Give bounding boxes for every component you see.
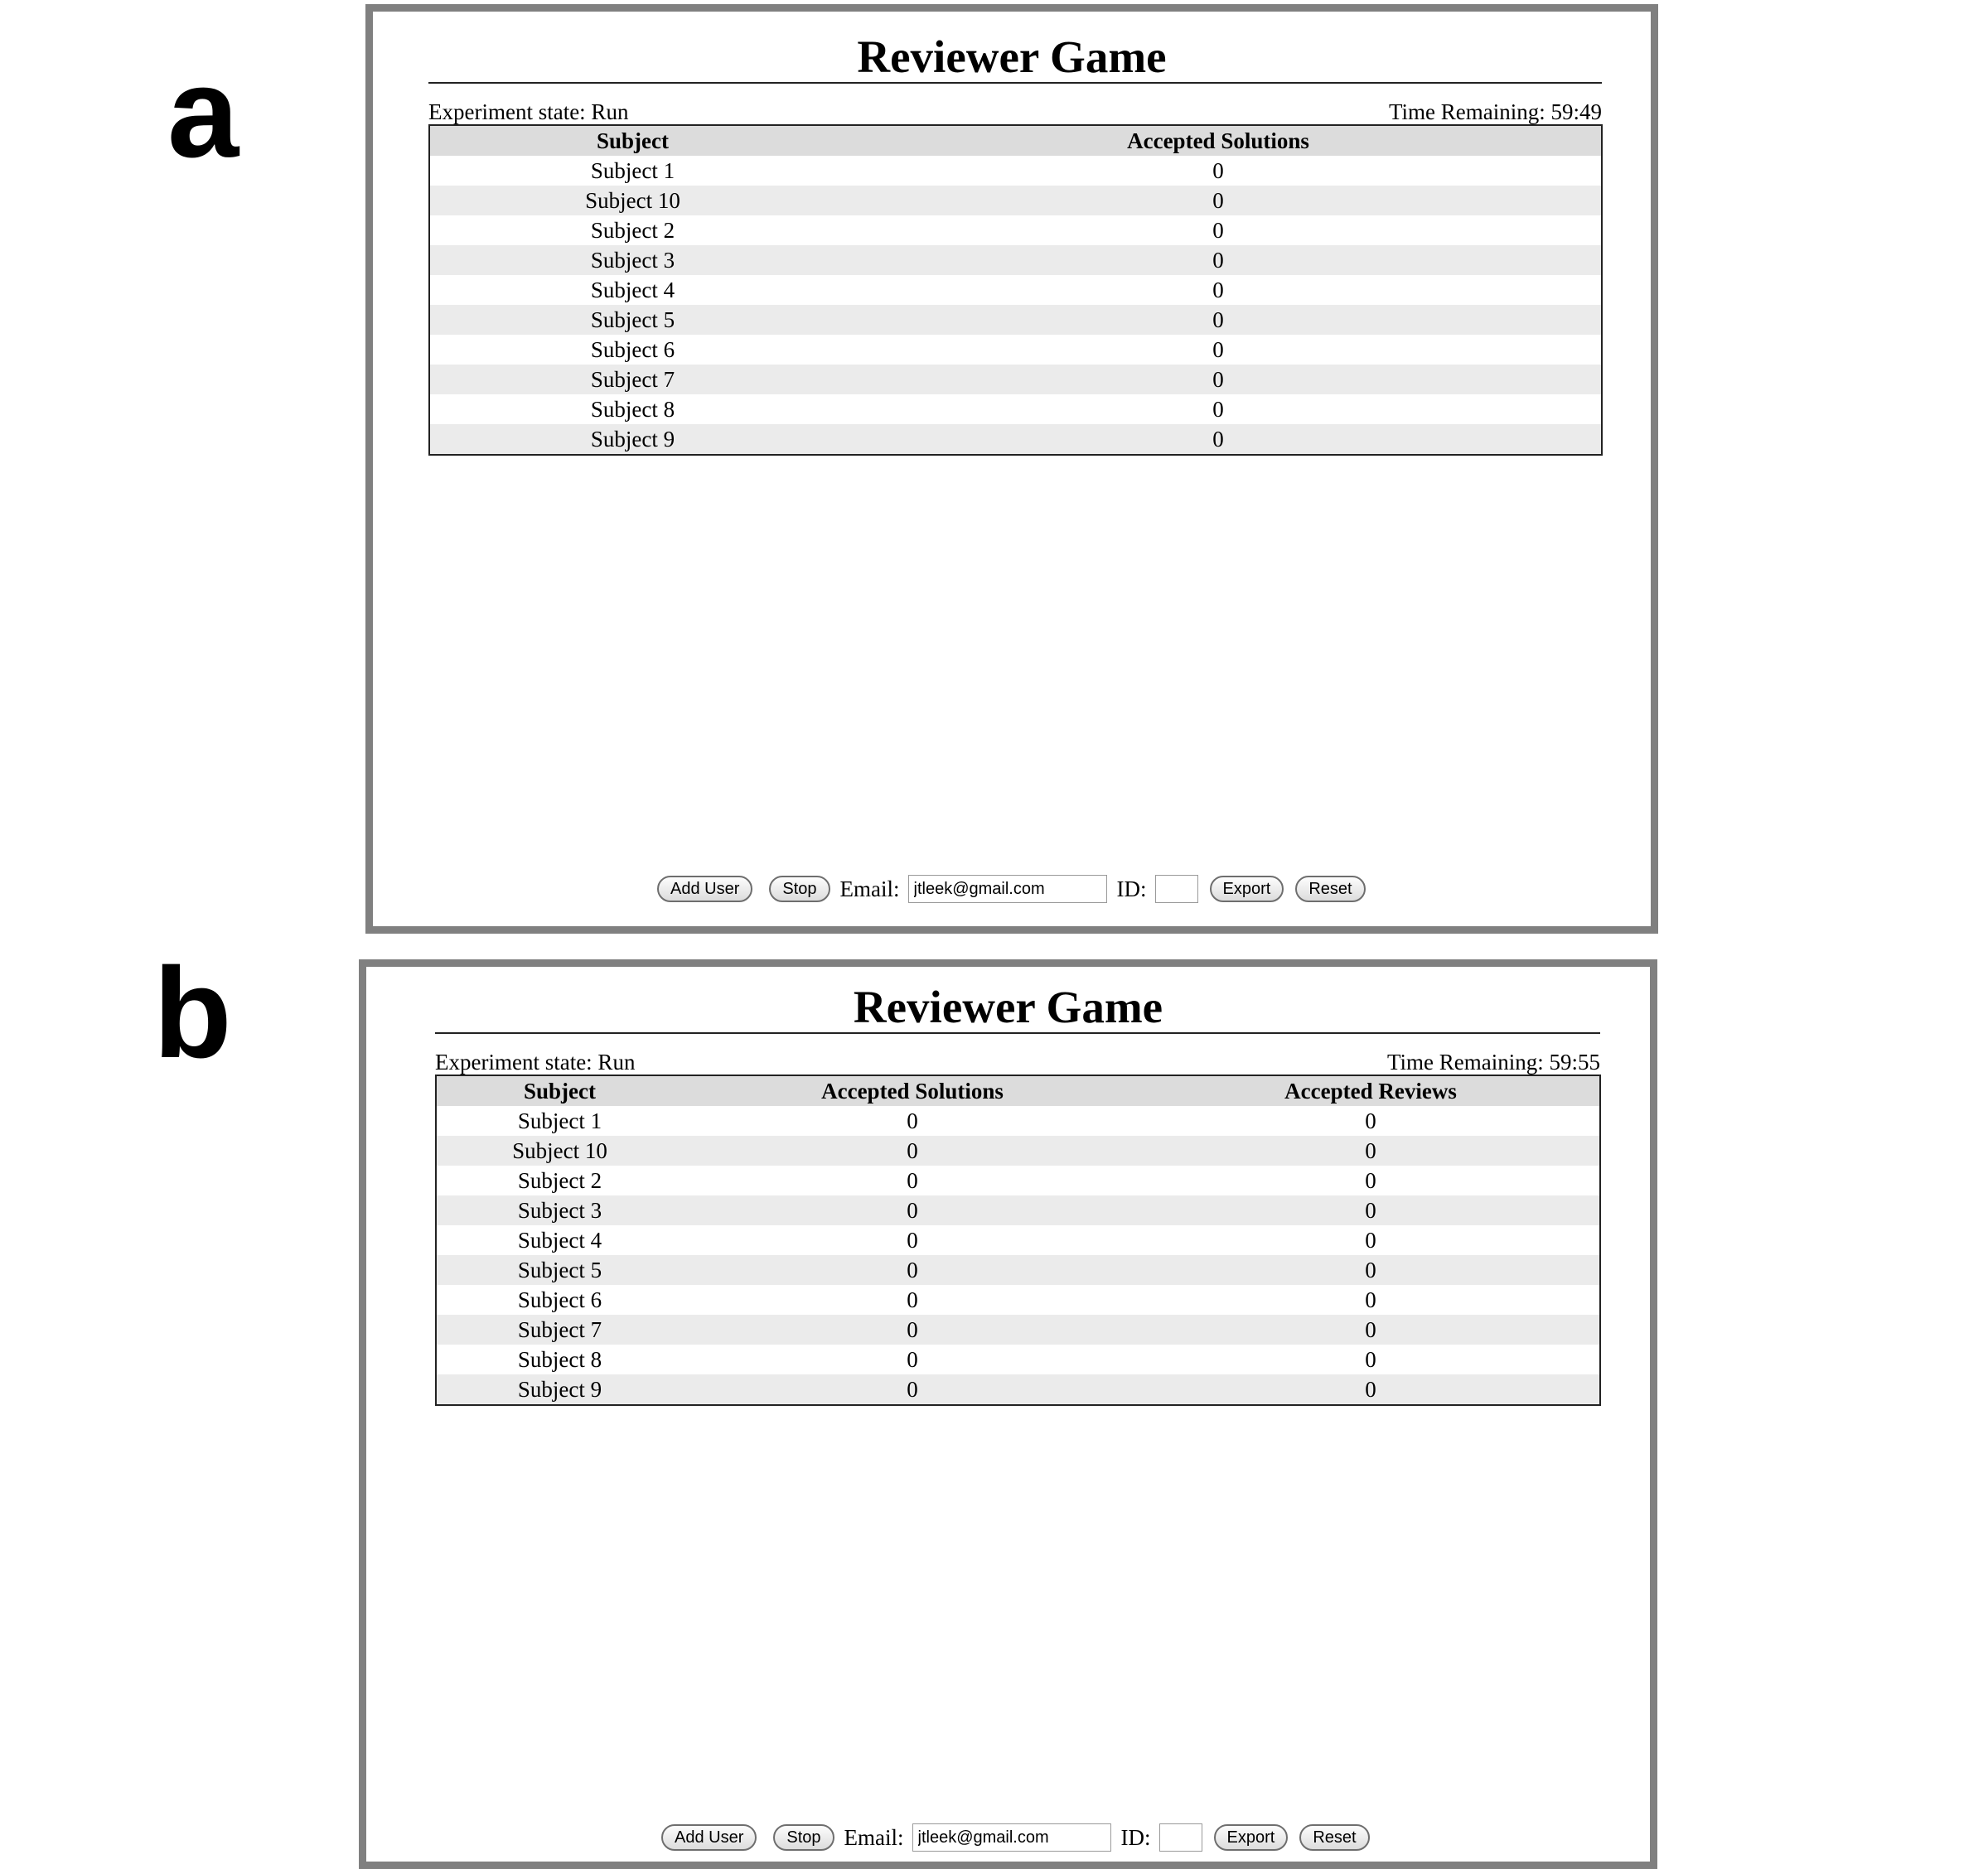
column-header-subject: Subject: [436, 1075, 683, 1106]
email-field[interactable]: [912, 1823, 1111, 1852]
table-row: [436, 1225, 1600, 1255]
reviews-cell: 0: [1142, 1225, 1600, 1255]
export-button[interactable]: Export: [1210, 876, 1284, 902]
panel-b-window: [359, 959, 1657, 1869]
id-field[interactable]: [1159, 1823, 1202, 1852]
reset-button[interactable]: Reset: [1299, 1824, 1369, 1851]
subject-cell: Subject 7: [436, 1315, 683, 1345]
stop-button[interactable]: Stop: [773, 1824, 834, 1851]
solutions-cell: 0: [835, 424, 1602, 455]
solutions-cell: 0: [683, 1136, 1142, 1166]
time-remaining: Time Remaining: 59:55: [1386, 1050, 1600, 1075]
table-row: [436, 1166, 1600, 1195]
table-row: [436, 1285, 1600, 1315]
table-row: [429, 156, 1602, 186]
email-field[interactable]: [908, 875, 1107, 903]
solutions-cell: 0: [683, 1166, 1142, 1195]
subject-cell: Subject 8: [436, 1345, 683, 1374]
subject-cell: Subject 10: [436, 1136, 683, 1166]
stop-button[interactable]: Stop: [769, 876, 830, 902]
export-button[interactable]: Export: [1214, 1824, 1289, 1851]
table-header-row: [429, 125, 1602, 156]
reviews-cell: 0: [1142, 1106, 1600, 1136]
table-row: [436, 1195, 1600, 1225]
game-title: Reviewer Game: [857, 31, 1167, 82]
solutions-cell: 0: [835, 365, 1602, 394]
panel-label-b: b: [153, 941, 232, 1084]
solutions-cell: 0: [683, 1315, 1142, 1345]
table-row: [436, 1374, 1600, 1405]
subject-cell: Subject 4: [429, 275, 835, 305]
reviews-cell: 0: [1142, 1285, 1600, 1315]
solutions-cell: 0: [835, 305, 1602, 335]
column-header-accepted-reviews: Accepted Reviews: [1142, 1075, 1600, 1106]
id-label: ID:: [1120, 1824, 1151, 1850]
control-bar: [661, 1823, 1370, 1852]
experiment-state: Experiment state: Run: [428, 99, 629, 124]
solutions-cell: 0: [683, 1195, 1142, 1225]
solutions-cell: 0: [683, 1106, 1142, 1136]
subject-cell: Subject 1: [429, 156, 835, 186]
column-header-accepted-solutions: Accepted Solutions: [683, 1075, 1142, 1106]
table-row: [436, 1345, 1600, 1374]
id-field[interactable]: [1155, 875, 1198, 903]
solutions-cell: 0: [683, 1225, 1142, 1255]
email-label: Email:: [839, 876, 900, 901]
id-label: ID:: [1116, 876, 1147, 901]
solutions-cell: 0: [683, 1285, 1142, 1315]
solutions-cell: 0: [835, 394, 1602, 424]
solutions-cell: 0: [835, 335, 1602, 365]
reviews-cell: 0: [1142, 1136, 1600, 1166]
solutions-cell: 0: [835, 245, 1602, 275]
table-header-row: [436, 1075, 1600, 1106]
solutions-cell: 0: [683, 1374, 1142, 1405]
reviews-cell: 0: [1142, 1195, 1600, 1225]
solutions-cell: 0: [835, 156, 1602, 186]
reset-button[interactable]: Reset: [1295, 876, 1365, 902]
subject-cell: Subject 3: [436, 1195, 683, 1225]
scores-table: [435, 1075, 1601, 1406]
column-header-subject: Subject: [429, 125, 835, 156]
reviews-cell: 0: [1142, 1374, 1600, 1405]
title-divider: [428, 82, 1602, 84]
subject-cell: Subject 6: [429, 335, 835, 365]
table-row: [429, 365, 1602, 394]
subject-cell: Subject 7: [429, 365, 835, 394]
reviews-cell: 0: [1142, 1345, 1600, 1374]
panel-a-window: [365, 4, 1658, 934]
reviews-cell: 0: [1142, 1255, 1600, 1285]
subject-cell: Subject 9: [436, 1374, 683, 1405]
solutions-cell: 0: [835, 186, 1602, 215]
subject-cell: Subject 8: [429, 394, 835, 424]
title-divider: [435, 1032, 1600, 1034]
solutions-cell: 0: [683, 1345, 1142, 1374]
email-label: Email:: [844, 1824, 904, 1850]
experiment-state: Experiment state: Run: [435, 1050, 636, 1075]
subject-cell: Subject 9: [429, 424, 835, 455]
control-bar: [657, 875, 1366, 903]
solutions-cell: 0: [683, 1255, 1142, 1285]
subject-cell: Subject 5: [429, 305, 835, 335]
subject-cell: Subject 2: [436, 1166, 683, 1195]
subject-cell: Subject 10: [429, 186, 835, 215]
subject-cell: Subject 1: [436, 1106, 683, 1136]
table-row: [436, 1136, 1600, 1166]
table-row: [429, 335, 1602, 365]
table-row: [429, 305, 1602, 335]
subject-cell: Subject 6: [436, 1285, 683, 1315]
table-row: [429, 424, 1602, 455]
solutions-cell: 0: [835, 215, 1602, 245]
subject-cell: Subject 2: [429, 215, 835, 245]
time-remaining: Time Remaining: 59:49: [1388, 99, 1602, 124]
add-user-button[interactable]: Add User: [657, 876, 752, 902]
solutions-cell: 0: [835, 275, 1602, 305]
table-row: [436, 1315, 1600, 1345]
reviews-cell: 0: [1142, 1166, 1600, 1195]
panel-label-a: a: [167, 41, 239, 184]
game-title: Reviewer Game: [853, 982, 1163, 1032]
subject-cell: Subject 4: [436, 1225, 683, 1255]
column-header-accepted-solutions: Accepted Solutions: [835, 125, 1602, 156]
subject-cell: Subject 3: [429, 245, 835, 275]
table-row: [429, 394, 1602, 424]
table-row: [436, 1255, 1600, 1285]
table-row: [429, 275, 1602, 305]
table-row: [436, 1106, 1600, 1136]
table-row: [429, 245, 1602, 275]
add-user-button[interactable]: Add User: [661, 1824, 757, 1851]
scores-table: [428, 124, 1603, 456]
table-row: [429, 215, 1602, 245]
table-row: [429, 186, 1602, 215]
subject-cell: Subject 5: [436, 1255, 683, 1285]
reviews-cell: 0: [1142, 1315, 1600, 1345]
